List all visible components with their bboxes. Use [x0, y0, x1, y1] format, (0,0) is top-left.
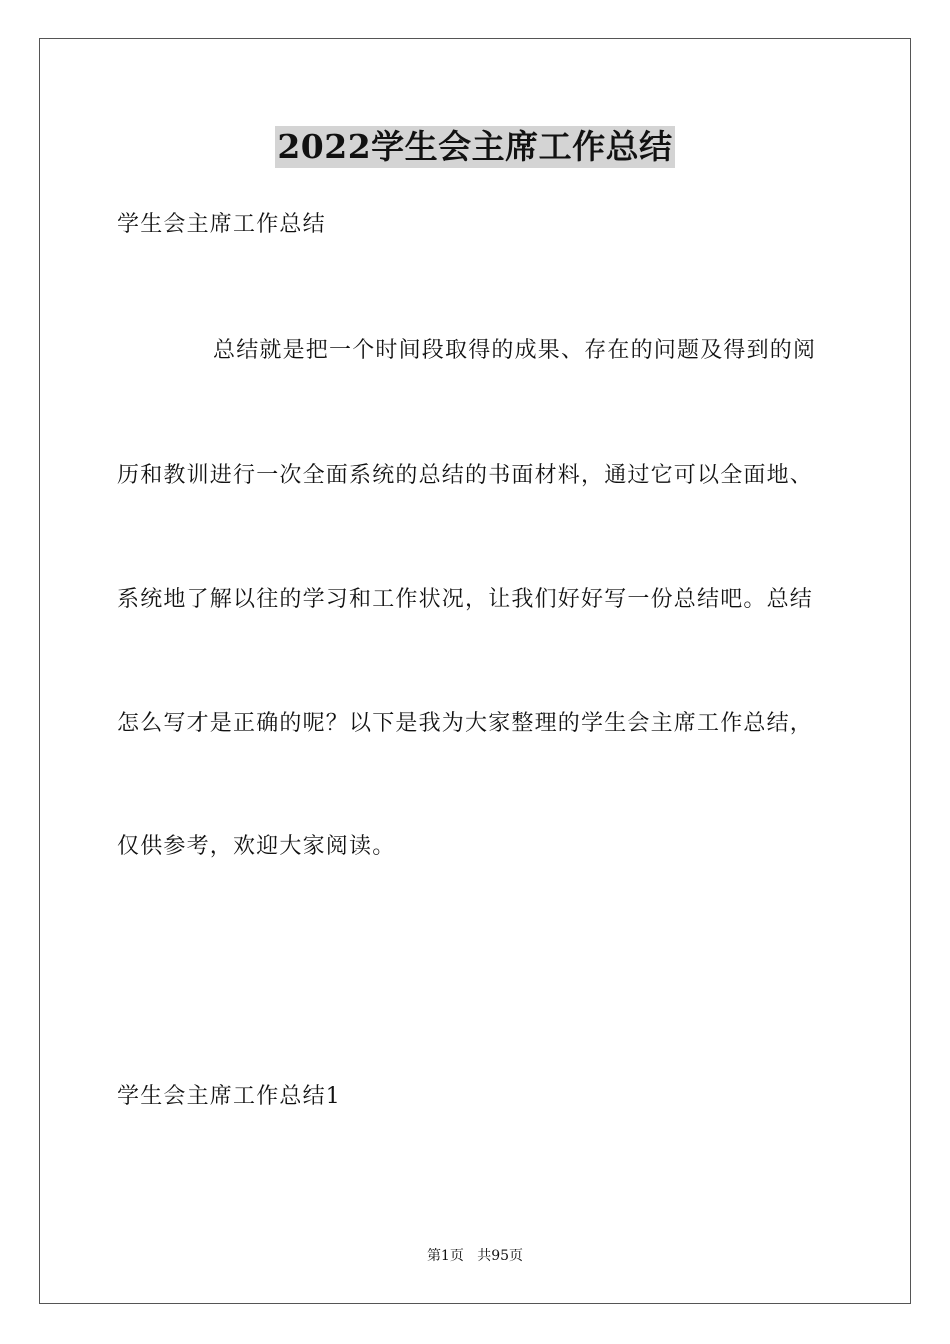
total-pages: 共95页 — [477, 1248, 524, 1264]
paragraph-line-4: 怎么写才是正确的呢？以下是我为大家整理的学生会主席工作总结， — [117, 711, 814, 736]
page-number: 第1页 — [426, 1248, 464, 1264]
paragraph-line-5: 仅供参考，欢迎大家阅读。 — [117, 834, 396, 859]
paragraph-line-3: 系统地了解以往的学习和工作状况，让我们好好写一份总结吧。总结 — [117, 587, 814, 612]
paragraph-line-1: 总结就是把一个时间段取得的成果、存在的问题及得到的阅 — [213, 338, 817, 363]
paragraph-line-2: 历和教训进行一次全面系统的总结的书面材料，通过它可以全面地、 — [117, 463, 814, 488]
document-title: 2022学生会主席工作总结 — [277, 127, 673, 166]
section-heading: 学生会主席工作总结1 — [117, 1084, 341, 1109]
document-subtitle: 学生会主席工作总结 — [117, 212, 326, 237]
title-container — [0, 126, 950, 168]
page-footer — [0, 1247, 950, 1265]
